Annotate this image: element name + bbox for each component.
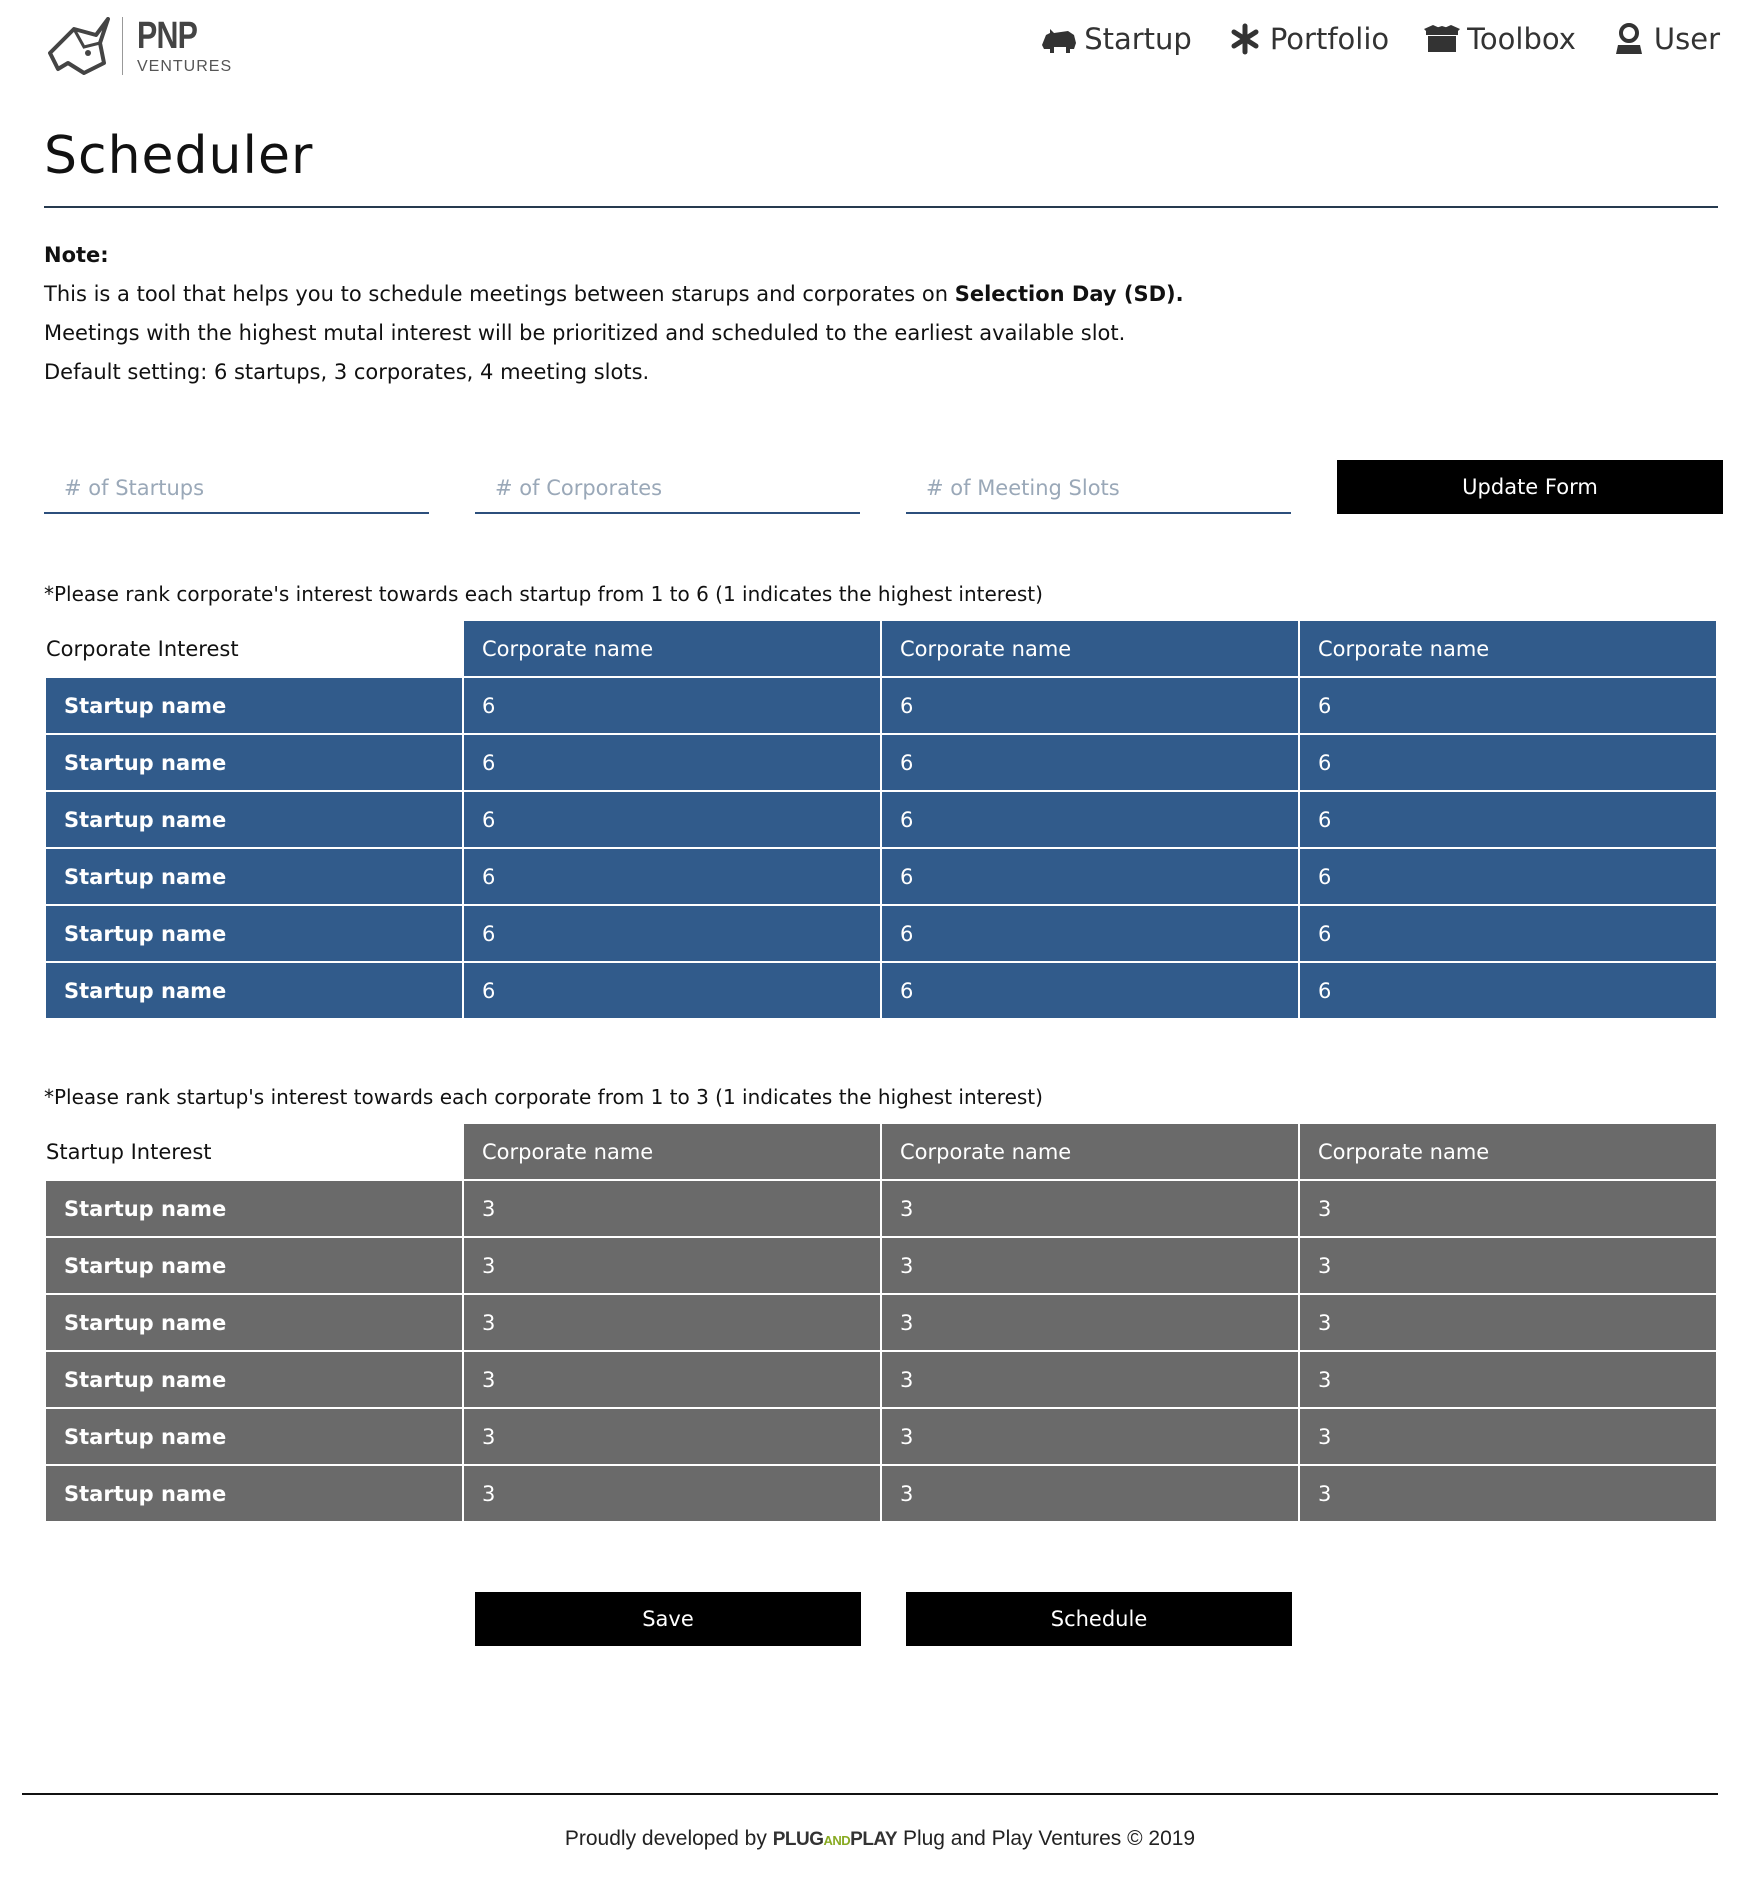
nav-startup[interactable]: [1040, 22, 1192, 56]
footer-copyright: Plug and Play Ventures © 2019: [902, 1827, 1196, 1850]
rank-cell[interactable]: 3: [1300, 1466, 1716, 1521]
rank-cell[interactable]: 6: [1300, 735, 1716, 790]
rank-cell[interactable]: 6: [882, 906, 1298, 961]
row-header: Startup name: [46, 792, 462, 847]
row-header: Startup name: [46, 1466, 462, 1521]
rhino-icon: [1040, 23, 1078, 55]
table-row: [46, 735, 1716, 790]
top-nav: [1040, 22, 1720, 56]
rank-cell[interactable]: 6: [882, 735, 1298, 790]
rank-cell[interactable]: 6: [882, 678, 1298, 733]
note-line-1-strong: Selection Day (SD).: [954, 282, 1184, 306]
rank-cell[interactable]: 3: [464, 1352, 880, 1407]
save-button[interactable]: Save: [475, 1592, 861, 1646]
table-row: [46, 1181, 1716, 1236]
rank-cell[interactable]: 6: [882, 792, 1298, 847]
table-row: [46, 1409, 1716, 1464]
asterisk-icon: [1226, 23, 1264, 55]
footer: [0, 1827, 1760, 1851]
startup-interest-table: [44, 1122, 1718, 1523]
logo-word-play: PLAY: [850, 1829, 898, 1850]
schedule-button[interactable]: Schedule: [906, 1592, 1292, 1646]
row-header: Startup name: [46, 1238, 462, 1293]
note-line-3: Default setting: 6 startups, 3 corporates, 4 meeting slots.: [44, 360, 650, 384]
row-header: Startup name: [46, 849, 462, 904]
table-header-row: [46, 1124, 1716, 1179]
footer-divider: [22, 1793, 1718, 1795]
rank-cell[interactable]: 6: [1300, 963, 1716, 1018]
update-form-button[interactable]: Update Form: [1337, 460, 1723, 514]
table-row: [46, 678, 1716, 733]
rank-cell[interactable]: 6: [1300, 792, 1716, 847]
rank-cell[interactable]: 3: [882, 1295, 1298, 1350]
rank-cell[interactable]: 3: [1300, 1181, 1716, 1236]
corporate-interest-table: [44, 619, 1718, 1020]
row-header: Startup name: [46, 735, 462, 790]
column-header: Corporate name: [464, 1124, 880, 1179]
corporates-input[interactable]: [475, 460, 860, 512]
logo-divider: [122, 17, 123, 75]
rank-cell[interactable]: 6: [882, 849, 1298, 904]
rank-cell[interactable]: 6: [464, 963, 880, 1018]
rank-cell[interactable]: 3: [1300, 1409, 1716, 1464]
rank-cell[interactable]: 6: [1300, 906, 1716, 961]
user-icon: [1610, 23, 1648, 55]
table-row: [46, 1295, 1716, 1350]
column-header: Corporate name: [882, 621, 1298, 676]
logo-word-plug: PLUG: [772, 1829, 824, 1850]
rank-cell[interactable]: 3: [882, 1409, 1298, 1464]
title-divider: [44, 206, 1718, 208]
corporates-field: [475, 460, 860, 514]
nav-toolbox[interactable]: [1423, 22, 1576, 56]
row-header: Startup name: [46, 1181, 462, 1236]
rank-cell[interactable]: 6: [464, 735, 880, 790]
meeting-slots-field: [906, 460, 1291, 514]
rank-cell[interactable]: 6: [1300, 678, 1716, 733]
logo-sub-text: VENTURES: [137, 58, 233, 75]
rank-cell[interactable]: 3: [882, 1352, 1298, 1407]
table-row: [46, 1466, 1716, 1521]
rank-cell[interactable]: 3: [1300, 1295, 1716, 1350]
nav-startup-label: Startup: [1084, 22, 1192, 56]
table-row: [46, 849, 1716, 904]
table-header-row: [46, 621, 1716, 676]
brand-logo[interactable]: [44, 16, 232, 76]
rank-cell[interactable]: 3: [882, 1466, 1298, 1521]
rank-cell[interactable]: 3: [464, 1238, 880, 1293]
rank-cell[interactable]: 6: [464, 678, 880, 733]
logo-word-and: AND: [823, 1833, 851, 1848]
row-header: Startup name: [46, 678, 462, 733]
rank-cell[interactable]: 6: [464, 792, 880, 847]
rank-cell[interactable]: 6: [464, 849, 880, 904]
rank-cell[interactable]: 3: [882, 1238, 1298, 1293]
table-row: [46, 792, 1716, 847]
unicorn-logo-icon: [44, 17, 110, 75]
rank-cell[interactable]: 6: [882, 963, 1298, 1018]
rank-cell[interactable]: 3: [464, 1409, 880, 1464]
row-header: Startup name: [46, 906, 462, 961]
note-title: Note:: [44, 243, 109, 267]
rank-cell[interactable]: 3: [464, 1181, 880, 1236]
row-header: Startup name: [46, 1295, 462, 1350]
rank-cell[interactable]: 3: [1300, 1238, 1716, 1293]
corporate-rank-hint: *Please rank corporate's interest towards each startup from 1 to 6 (1 indicates the highest interest): [44, 582, 1043, 606]
nav-user-label: User: [1653, 22, 1720, 56]
column-header: Corporate name: [464, 621, 880, 676]
note-block: [44, 236, 1184, 392]
table-row: [46, 963, 1716, 1018]
nav-user[interactable]: [1610, 22, 1720, 56]
logo-brand-text: PNP: [137, 15, 198, 57]
page-title: Scheduler: [44, 126, 314, 186]
note-line-2: Meetings with the highest mutal interest will be prioritized and scheduled to the earliest available slot.: [44, 321, 1126, 345]
table-row: [46, 906, 1716, 961]
corporate-interest-label: Corporate Interest: [46, 621, 462, 676]
nav-portfolio-label: Portfolio: [1269, 22, 1390, 56]
column-header: Corporate name: [1300, 621, 1716, 676]
note-line-1-text: This is a tool that helps you to schedule meetings between starups and corporates on: [44, 282, 955, 306]
rank-cell[interactable]: 3: [1300, 1352, 1716, 1407]
startups-input[interactable]: [44, 460, 429, 512]
rank-cell[interactable]: 6: [1300, 849, 1716, 904]
meeting-slots-input[interactable]: [906, 460, 1291, 512]
nav-portfolio[interactable]: [1226, 22, 1389, 56]
footer-prefix: Proudly developed by: [564, 1827, 767, 1850]
rank-cell[interactable]: 3: [464, 1466, 880, 1521]
rank-cell[interactable]: 6: [464, 906, 880, 961]
plugandplay-logo[interactable]: [773, 1829, 897, 1850]
row-header: Startup name: [46, 1409, 462, 1464]
column-header: Corporate name: [882, 1124, 1298, 1179]
box-icon: [1423, 23, 1461, 55]
startups-field: [44, 460, 429, 514]
rank-cell[interactable]: 3: [882, 1181, 1298, 1236]
startup-rank-hint: *Please rank startup's interest towards each corporate from 1 to 3 (1 indicates the highest interest): [44, 1085, 1043, 1109]
rank-cell[interactable]: 3: [464, 1295, 880, 1350]
note-line-1: [44, 275, 1184, 314]
row-header: Startup name: [46, 1352, 462, 1407]
table-row: [46, 1238, 1716, 1293]
row-header: Startup name: [46, 963, 462, 1018]
table-row: [46, 1352, 1716, 1407]
startup-interest-label: Startup Interest: [46, 1124, 462, 1179]
column-header: Corporate name: [1300, 1124, 1716, 1179]
nav-toolbox-label: Toolbox: [1467, 22, 1576, 56]
